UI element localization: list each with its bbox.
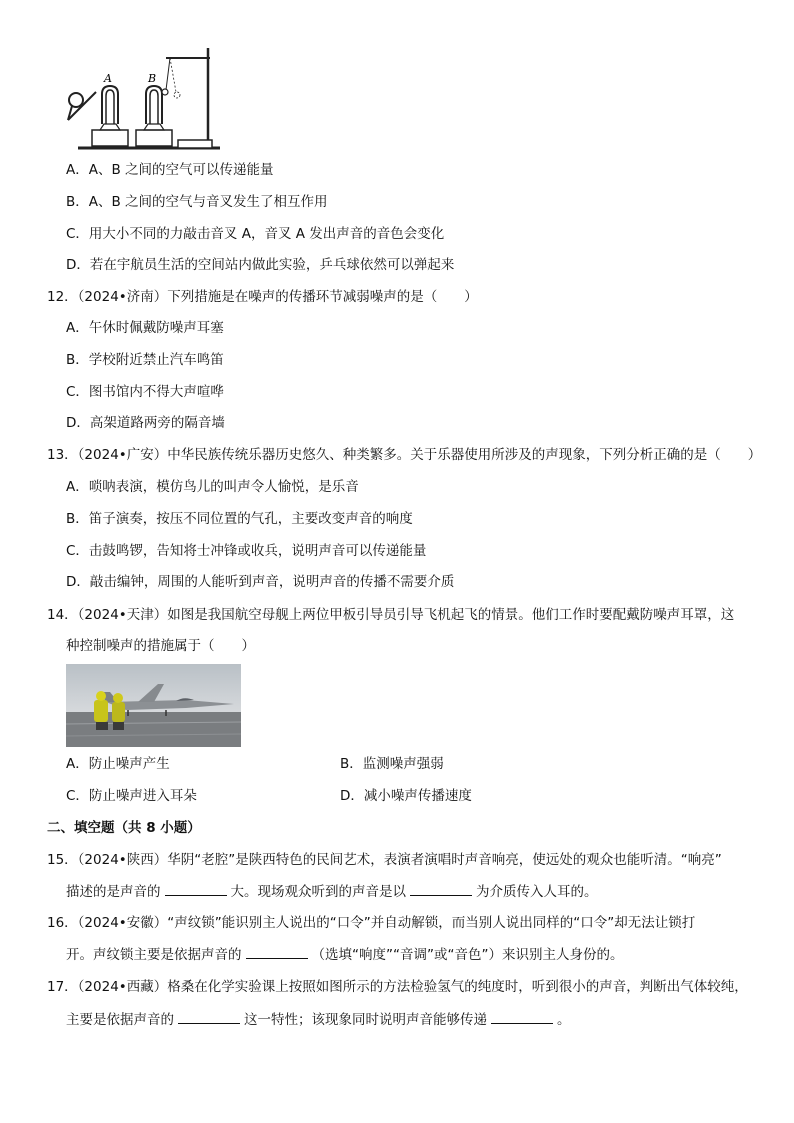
q15-text-a: 描述的是声音的 [66, 884, 161, 900]
q14-option-a: A．防止噪声产生 [66, 756, 170, 772]
q15-blank-1[interactable] [165, 883, 227, 896]
q16-text-a: 开。声纹锁主要是依据声音的 [66, 947, 242, 963]
q17-blank-1[interactable] [178, 1011, 240, 1024]
q14-option-d: D．减小噪声传播速度 [340, 788, 472, 804]
q14-option-b: B．监测噪声强弱 [340, 756, 444, 772]
section-heading: 二、填空题（共 8 小题） [47, 820, 201, 836]
q13-option-c: C．击鼓鸣锣，告知将士冲锋或收兵，说明声音可以传递能量 [66, 543, 427, 559]
q17-blank-2[interactable] [491, 1011, 553, 1024]
q14-stem-line1: 14．（2024•天津）如图是我国航空母舰上两位甲板引导员引导飞机起飞的情景。他们工作时要配戴防噪声耳罩，这 [47, 607, 735, 623]
q16-line2 [66, 945, 623, 965]
q11-option-b: B．A、B 之间的空气与音叉发生了相互作用 [66, 194, 328, 210]
q12-option-d: D．高架道路两旁的隔音墙 [66, 415, 225, 431]
q12-option-a: A．午休时佩戴防噪声耳塞 [66, 320, 224, 336]
q17-text-b: 这一特性；该现象同时说明声音能够传递 [244, 1012, 487, 1028]
q12-option-c: C．图书馆内不得大声喧哗 [66, 384, 224, 400]
tuning-fork-figure [62, 44, 222, 154]
q17-text-a: 主要是依据声音的 [66, 1012, 174, 1028]
q14-stem-line2: 种控制噪声的措施属于（ ） [66, 638, 255, 654]
q14-option-c: C．防止噪声进入耳朵 [66, 788, 197, 804]
q13-option-b: B．笛子演奏，按压不同位置的气孔，主要改变声音的响度 [66, 511, 413, 527]
q13-stem: 13．（2024•广安）中华民族传统乐器历史悠久、种类繁多。关于乐器使用所涉及的声现象，下列分析正确的是（ ） [47, 447, 762, 463]
q16-line1: 16．（2024•安徽）“声纹锁”能识别主人说出的“口令”并自动解锁，而当别人说出同样的“口令”却无法让锁打 [47, 915, 696, 931]
q12-stem: 12．（2024•济南）下列措施是在噪声的传播环节减弱噪声的是（ ） [47, 289, 478, 305]
q11-option-d: D．若在宇航员生活的空间站内做此实验，乒乓球依然可以弹起来 [66, 257, 455, 273]
q12-option-b: B．学校附近禁止汽车鸣笛 [66, 352, 224, 368]
q16-text-b: （选填“响度”“音调”或“音色”）来识别主人身份的。 [311, 947, 624, 963]
q15-text-b: 大。现场观众听到的声音是以 [230, 884, 406, 900]
q17-line1: 17．（2024•西藏）格桑在化学实验课上按照如图所示的方法检验氢气的纯度时，听到很小的声音，判断出气体较纯， [47, 979, 748, 995]
q16-blank-1[interactable] [246, 946, 308, 959]
q11-option-c: C．用大小不同的力敲击音叉 A，音叉 A 发出声音的音色会变化 [66, 226, 445, 242]
fork-a-label: A [104, 72, 112, 85]
q15-text-c: 为介质传入人耳的。 [476, 884, 598, 900]
q15-line1: 15．（2024•陕西）华阴“老腔”是陕西特色的民间艺术，表演者演唱时声音响亮，使远处的观众也能听清。“响亮” [47, 852, 722, 868]
q17-text-c: 。 [557, 1012, 571, 1028]
q11-option-a: A．A、B 之间的空气可以传递能量 [66, 162, 274, 178]
q13-option-a: A．唢呐表演，模仿鸟儿的叫声令人愉悦，是乐音 [66, 479, 359, 495]
q17-line2 [66, 1010, 571, 1030]
q15-blank-2[interactable] [410, 883, 472, 896]
carrier-jet-photo [66, 664, 241, 747]
fork-b-label: B [148, 72, 157, 85]
q15-line2 [66, 882, 598, 902]
q13-option-d: D．敲击编钟，周围的人能听到声音，说明声音的传播不需要介质 [66, 574, 455, 590]
